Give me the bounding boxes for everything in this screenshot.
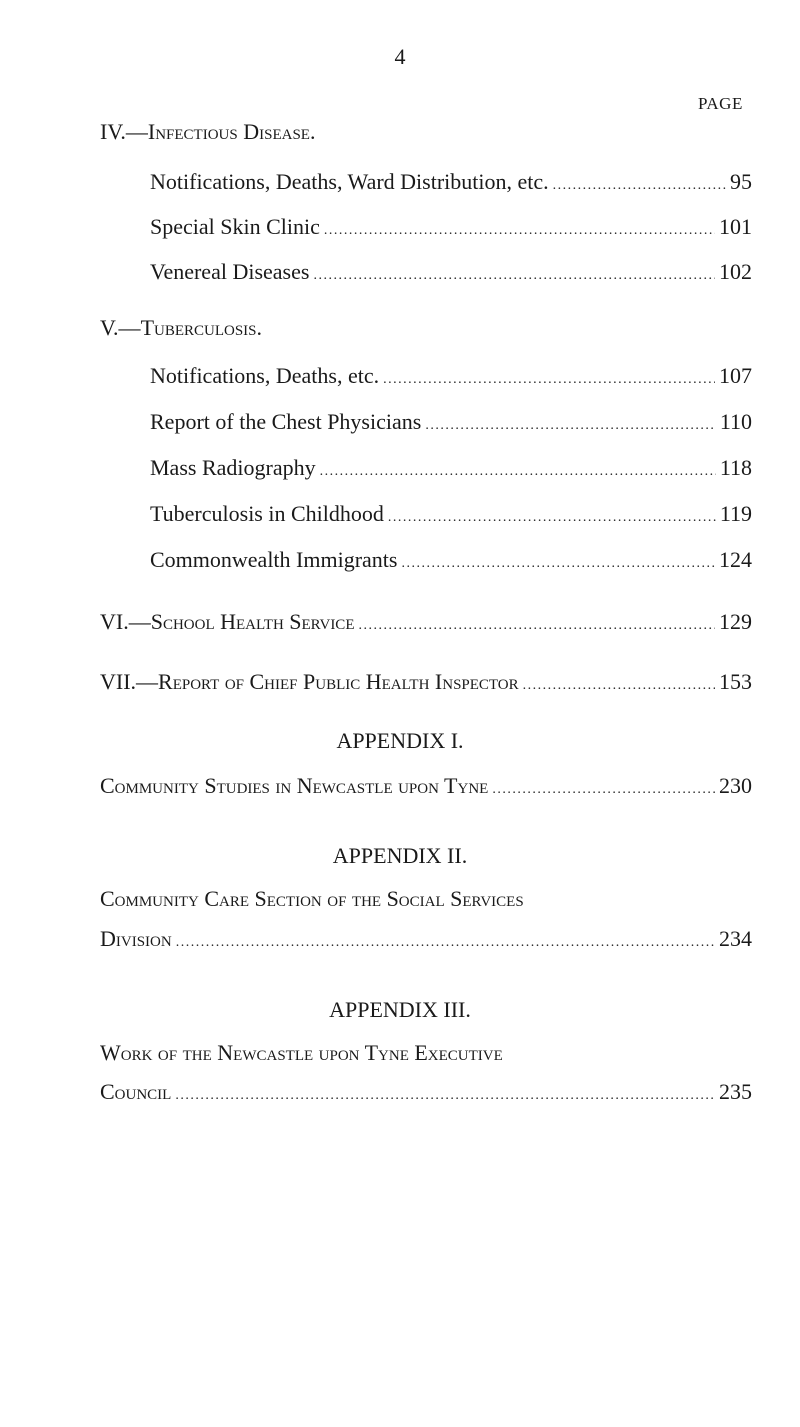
appendix-1-title: Community Studies in Newcastle upon Tyne	[100, 773, 489, 798]
toc-entry-page: 230	[719, 773, 752, 798]
toc-entry-page: 118	[719, 455, 752, 480]
toc-entry-page: 101	[719, 214, 752, 239]
toc-entry	[150, 454, 752, 486]
toc-entry-label: Special Skin Clinic	[150, 214, 320, 239]
dot-leader	[324, 217, 715, 245]
page-number: 4	[394, 44, 406, 69]
toc-entry-page: 153	[719, 669, 752, 694]
dot-leader	[553, 172, 726, 200]
toc-entry	[150, 546, 752, 578]
toc-entry-page: 129	[719, 609, 752, 634]
toc-entry-label: Notifications, Deaths, etc.	[150, 363, 380, 388]
dot-leader	[425, 412, 716, 440]
toc-entry-label: Commonwealth Immigrants	[150, 547, 398, 572]
toc-entry	[150, 500, 752, 532]
toc-entry-label: Notifications, Deaths, Ward Distribution, etc.	[150, 169, 549, 194]
toc-entry	[150, 258, 752, 290]
section-iv-heading	[100, 118, 315, 146]
toc-entry	[150, 168, 752, 200]
section-vi-entry	[100, 608, 752, 640]
page-column-label: PAGE	[698, 94, 743, 113]
toc-entry-page: 110	[719, 409, 752, 434]
appendix-1-entry	[100, 772, 752, 804]
dot-leader	[492, 776, 715, 804]
toc-entry-page: 102	[719, 259, 752, 284]
dot-leader	[358, 612, 715, 640]
dot-leader	[176, 929, 715, 957]
toc-entry-page: 235	[719, 1079, 752, 1104]
section-vii-entry	[100, 668, 752, 700]
toc-entry	[150, 408, 752, 440]
section-v-number: V.—	[100, 315, 141, 340]
section-v-heading	[100, 314, 262, 342]
toc-entry-page: 107	[719, 363, 752, 388]
appendix-3-entry	[100, 1078, 752, 1110]
toc-entry-label: Venereal Diseases	[150, 259, 310, 284]
toc-entry	[150, 362, 752, 394]
toc-entry-page: 119	[719, 501, 752, 526]
dot-leader	[313, 262, 715, 290]
appendix-3-title-line1: Work of the Newcastle upon Tyne Executive	[100, 1040, 503, 1065]
dot-leader	[388, 504, 716, 532]
dot-leader	[320, 458, 716, 486]
toc-entry-page: 124	[719, 547, 752, 572]
toc-entry-page: 95	[730, 169, 752, 194]
appendix-2-heading: APPENDIX II.	[332, 843, 468, 868]
toc-entry-label: Mass Radiography	[150, 455, 316, 480]
dot-leader	[175, 1082, 715, 1110]
appendix-2-title-line2: Division	[100, 926, 172, 951]
dot-leader	[383, 366, 715, 394]
section-iv-number: IV.—	[100, 119, 148, 144]
section-vii-number: VII.—	[100, 669, 159, 694]
dot-leader	[401, 550, 715, 578]
appendix-1-heading: APPENDIX I.	[336, 728, 464, 753]
section-v-title: Tuberculosis.	[140, 315, 263, 340]
dot-leader	[523, 672, 715, 700]
section-vii-title: Report of Chief Public Health Inspector	[158, 669, 519, 694]
toc-entry-page: 234	[719, 926, 752, 951]
section-vi-number: VI.—	[100, 609, 151, 634]
section-vi-title: School Health Service	[150, 609, 355, 634]
appendix-2-title-line1: Community Care Section of the Social Services	[100, 886, 524, 911]
toc-entry	[150, 213, 752, 245]
toc-entry-label: Tuberculosis in Childhood	[150, 501, 384, 526]
toc-entry-label: Report of the Chest Physicians	[150, 409, 422, 434]
appendix-3-title-line2: Council	[100, 1079, 172, 1104]
appendix-3-heading: APPENDIX III.	[329, 997, 471, 1022]
section-iv-title: Infectious Disease.	[147, 119, 316, 144]
appendix-2-entry	[100, 925, 752, 957]
